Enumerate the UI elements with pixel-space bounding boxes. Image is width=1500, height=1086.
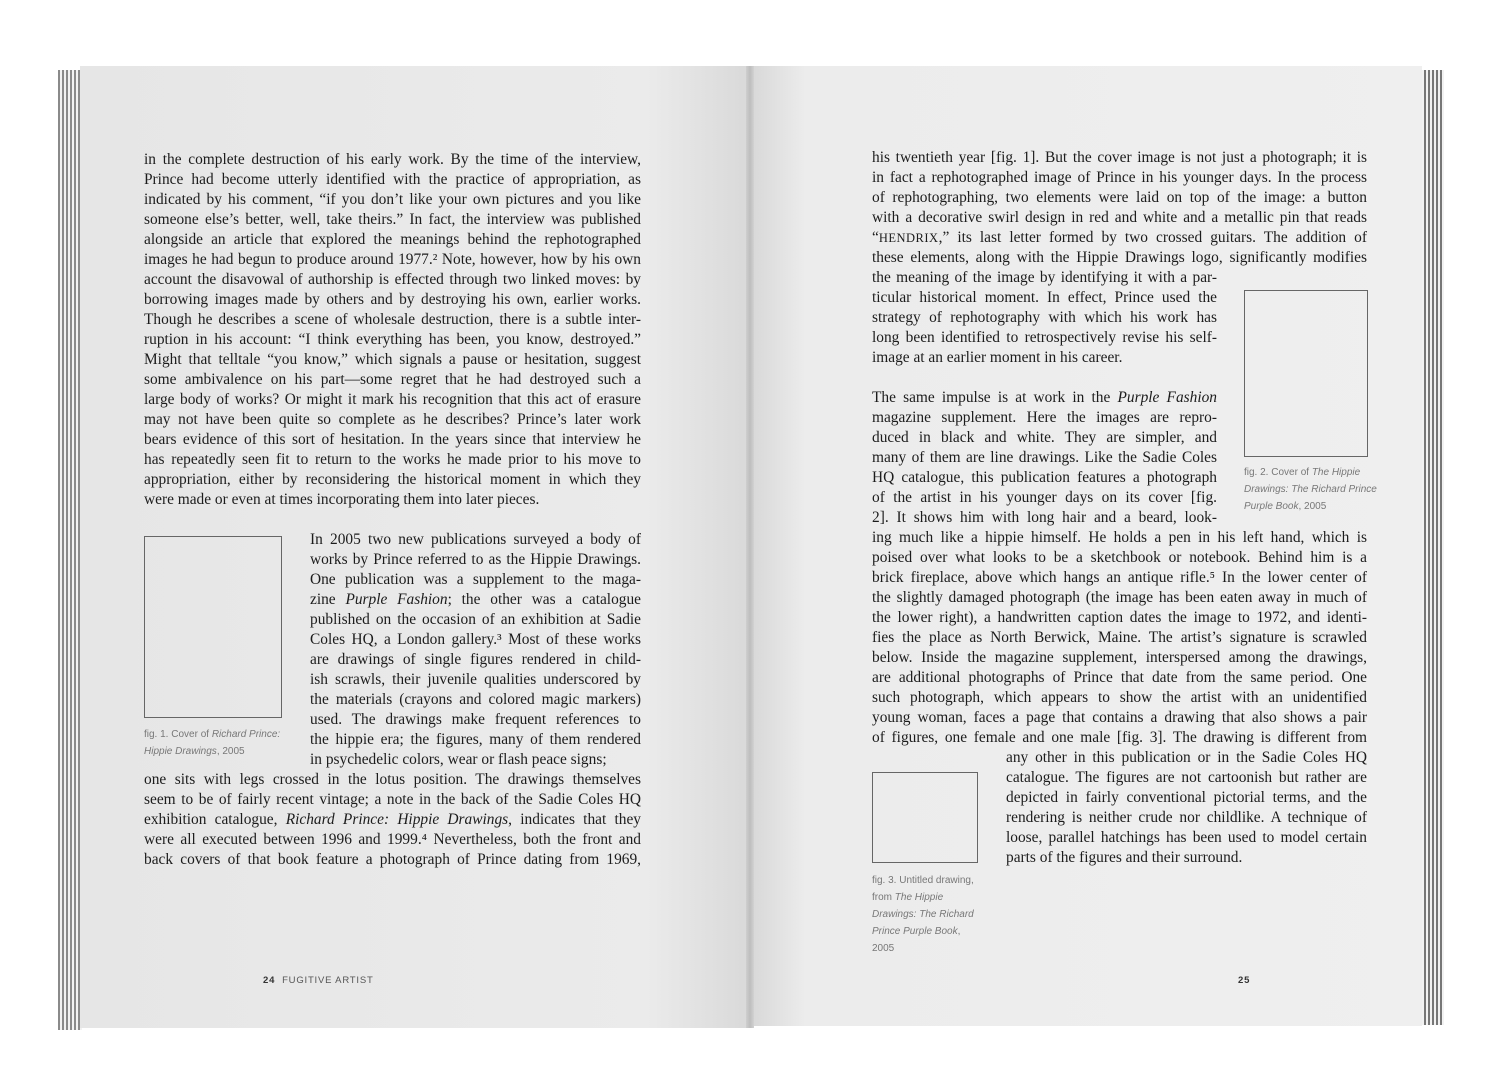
text-line: HQ catalogue, this publication features a photograph: [872, 469, 1217, 486]
text-line: depicted in fairly conventional pictorial terms, and the: [1006, 789, 1367, 806]
page-number-25: 25: [1238, 975, 1251, 986]
left-body-block-3: [144, 770, 641, 870]
text-line: in fact a rephotographed image of Prince in his younger days. In the process: [872, 169, 1367, 186]
right-body-block-3: [1006, 748, 1367, 868]
text-line: were made or even at times incorporating them into later pieces.: [144, 491, 540, 508]
text-line: borrowing images made by others and by destroying his own, earlier works.: [144, 291, 641, 308]
text-line: of the artist in his younger days on its cover [fig.: [872, 489, 1217, 506]
text-line: such photograph, which appears to show the artist with an unidentified: [872, 689, 1367, 706]
text-line: indicated by his comment, “if you don’t like your own pictures and you like: [144, 191, 641, 208]
text-line: alongside an article that explored the meanings behind the rephotographed: [144, 231, 641, 248]
figure-1-placeholder: [144, 536, 282, 718]
text-line: appropriation, either by reconsidering the historical moment in which they: [144, 471, 641, 488]
text-line: has repeatedly seen fit to return to the works he made prior to his move to: [144, 451, 641, 468]
page-number-24: 24: [263, 975, 276, 986]
text-line: exhibition catalogue, Richard Prince: Hippie Drawings, indicates that they: [144, 811, 641, 828]
text-line: ish scrawls, their juvenile qualities underscored by: [310, 671, 641, 688]
text-line: the meaning of the image by identifying it with a par-: [872, 269, 1217, 286]
text-line: ticular historical moment. In effect, Prince used the: [872, 289, 1217, 306]
text-line: of rephotographing, two elements were laid on top of the image: a button: [872, 189, 1367, 206]
text-line: below. Inside the magazine supplement, interspersed among the drawings,: [872, 649, 1367, 666]
text-line: Coles HQ, a London gallery.³ Most of these works: [310, 631, 641, 648]
text-line: young woman, faces a page that contains a drawing that also shows a pair: [872, 709, 1367, 726]
text-line: his twentieth year [fig. 1]. But the cover image is not just a photograph; it is: [872, 149, 1367, 166]
text-line: the slightly damaged photograph (the image has been eaten away in much of: [872, 589, 1367, 606]
text-line: 2]. It shows him with long hair and a beard, look-: [872, 509, 1217, 526]
text-line: zine Purple Fashion; the other was a catalogue: [310, 591, 642, 608]
figure-1-caption: fig. 1. Cover of Richard Prince: Hippie Drawings, 2005: [144, 729, 281, 757]
text-line: published on the occasion of an exhibition at Sadie: [310, 611, 641, 628]
text-line: duced in black and white. They are simpler, and: [872, 429, 1217, 446]
text-line: “HENDRIX,” its last letter formed by two crossed guitars. The addition of: [872, 229, 1367, 246]
text-line: loose, parallel hatchings has been used to model certain: [1006, 829, 1367, 846]
text-line: strategy of rephotography with which his work has: [872, 309, 1217, 326]
text-line: In 2005 two new publications surveyed a body of: [310, 531, 641, 548]
text-line: with a decorative swirl design in red and white and a metallic pin that reads: [872, 209, 1367, 226]
text-line: Might that telltale “you know,” which signals a pause or hesitation, suggest: [144, 351, 641, 368]
text-line: Prince had become utterly identified with the practice of appropriation, as: [144, 171, 641, 188]
text-line: ruption in his account: “I think everything has been, you know, destroyed.”: [144, 331, 641, 348]
text-line: magazine supplement. Here the images are repro-: [872, 409, 1217, 426]
left-folio: [263, 975, 374, 986]
text-line: long been identified to retrospectively revise his self-: [872, 329, 1217, 346]
text-line: brick fireplace, above which hangs an antique rifle.⁵ In the lower center of: [872, 569, 1367, 586]
text-line: the materials (crayons and colored magic markers): [310, 691, 641, 708]
right-folio: [1238, 975, 1250, 986]
text-line: bears evidence of this sort of hesitation. In the years since that interview he: [144, 431, 641, 448]
text-line: the hippie era; the figures, many of them rendered: [310, 731, 641, 748]
text-line: many of them are line drawings. Like the Sadie Coles: [872, 449, 1217, 466]
book-page-edges-right: [1422, 70, 1444, 1025]
book-gutter: [746, 66, 754, 1028]
text-line: some ambivalence on his part—some regret that he had destroyed such a: [144, 371, 641, 388]
book-page-edges-left: [58, 70, 82, 1030]
text-line: used. The drawings make frequent references to: [310, 711, 641, 728]
text-line: ing much like a hippie himself. He holds a pen in his left hand, which is: [872, 529, 1367, 546]
text-line: large body of works? Or might it mark his recognition that this act of erasure: [144, 391, 641, 408]
text-line: the lower right), a handwritten caption dates the image to 1972, and identi-: [872, 609, 1367, 626]
text-line: are drawings of single figures rendered in child-: [310, 651, 641, 668]
text-line: account the disavowal of authorship is effected through two linked moves: by: [144, 271, 641, 288]
text-line: in the complete destruction of his early work. By the time of the interview,: [144, 151, 641, 168]
text-line: One publication was a supplement to the maga-: [310, 571, 641, 588]
text-line: seem to be of fairly recent vintage; a note in the back of the Sadie Coles HQ: [144, 791, 641, 808]
left-body-block-1: [144, 150, 641, 510]
text-line: catalogue. The figures are not cartoonish but rather are: [1006, 769, 1367, 786]
text-line: poised over what looks to be a sketchbook or notebook. Behind him is a: [872, 549, 1367, 566]
right-body-block-2: [872, 388, 1367, 748]
text-line: The same impulse is at work in the Purple Fashion: [872, 389, 1217, 406]
text-line: fies the place as North Berwick, Maine. The artist’s signature is scrawled: [872, 629, 1367, 646]
text-line: these elements, along with the Hippie Drawings logo, significantly modifies: [872, 249, 1367, 266]
text-line: in psychedelic colors, wear or flash peace signs;: [310, 751, 607, 768]
figure-3-placeholder: [872, 772, 978, 863]
text-line: Though he describes a scene of wholesale destruction, there is a subtle inter-: [144, 311, 641, 328]
text-line: are additional photographs of Prince that date from the same period. One: [872, 669, 1367, 686]
text-line: of figures, one female and one male [fig. 3]. The drawing is different from: [872, 729, 1367, 746]
text-line: image at an earlier moment in his career.: [872, 349, 1123, 366]
left-body-block-2: [310, 530, 641, 770]
text-line: any other in this publication or in the Sadie Coles HQ: [1006, 749, 1367, 766]
figure-2-caption: fig. 2. Cover of The Hippie Drawings: The Richard Prince Purple Book, 2005: [1244, 467, 1377, 512]
text-line: one sits with legs crossed in the lotus position. The drawings themselves: [144, 771, 641, 788]
text-line: were all executed between 1996 and 1999.⁴ Nevertheless, both the front and: [144, 831, 641, 848]
text-line: images he had begun to produce around 1977.² Note, however, how by his own: [144, 251, 641, 268]
text-line: someone else’s better, well, take theirs.” In fact, the interview was published: [144, 211, 641, 228]
text-line: works by Prince referred to as the Hippie Drawings.: [310, 551, 641, 568]
text-line: may not have been quite so complete as he describes? Prince’s later work: [144, 411, 641, 428]
running-title: FUGITIVE ARTIST: [282, 975, 374, 986]
figure-3-caption: fig. 3. Untitled drawing, from The Hippie Drawings: The Richard Prince Purple Book, 2005: [872, 875, 974, 954]
text-line: back covers of that book feature a photograph of Prince dating from 1969,: [144, 851, 641, 868]
text-line: parts of the figures and their surround.: [1006, 849, 1243, 866]
text-line: rendering is neither crude nor childlike. A technique of: [1006, 809, 1367, 826]
